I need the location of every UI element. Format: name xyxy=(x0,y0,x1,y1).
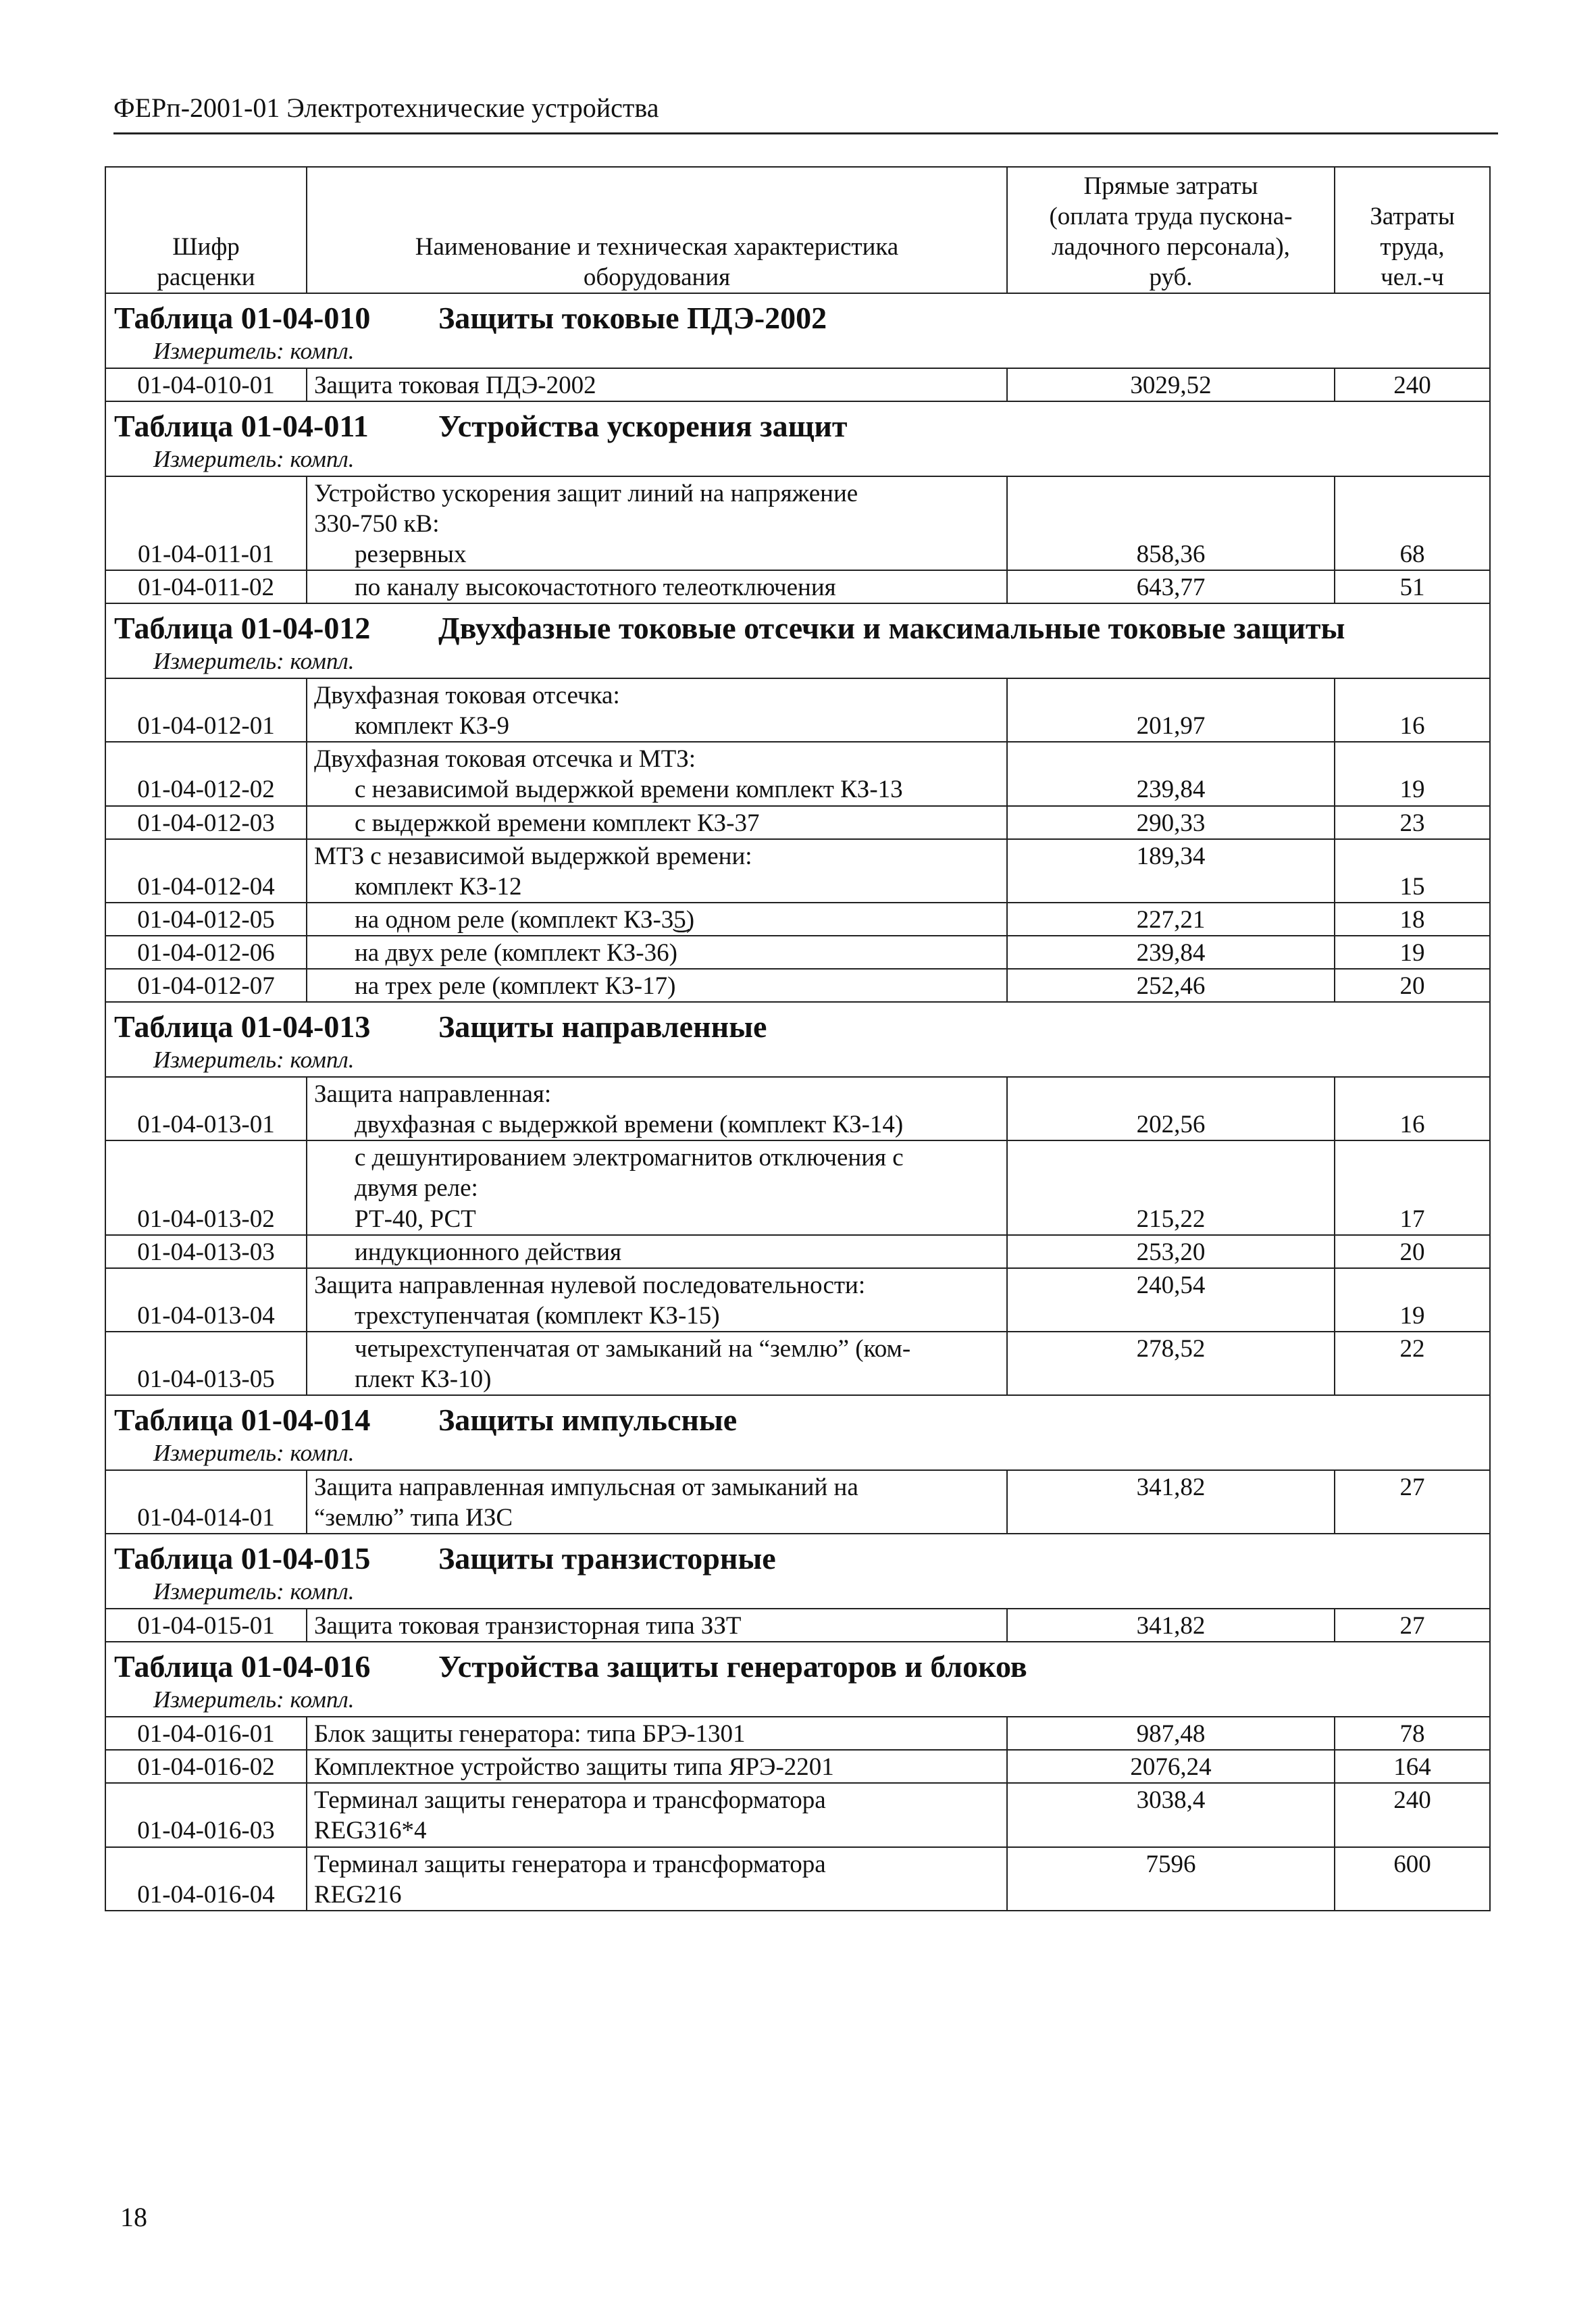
equipment-description xyxy=(307,1235,1007,1268)
rate-code: 01-04-012-04 xyxy=(105,839,307,903)
description-line: Двухфазная токовая отсечка и МТЗ: xyxy=(314,745,696,774)
section-title xyxy=(105,401,1490,445)
section-number: Таблица 01-04-014 xyxy=(114,1403,371,1438)
description-line: МТЗ с независимой выдержкой времени: xyxy=(314,842,752,870)
labor-cost: 27 xyxy=(1335,1609,1490,1642)
meter-row xyxy=(105,337,1490,368)
running-header: ФЕРп-2001-01 Электротехнические устройства xyxy=(113,93,659,123)
equipment-description xyxy=(307,1268,1007,1332)
header-text-line: оборудования xyxy=(583,263,731,291)
labor-cost: 17 xyxy=(1335,1140,1490,1234)
table-row xyxy=(105,1332,1490,1395)
meter-row xyxy=(105,647,1490,678)
section-title xyxy=(105,1395,1490,1439)
description-line: Защита направленная: xyxy=(314,1080,552,1109)
equipment-description xyxy=(307,969,1007,1002)
direct-cost: 3038,4 xyxy=(1007,1783,1335,1846)
rate-code: 01-04-016-04 xyxy=(105,1847,307,1911)
direct-cost: 2076,24 xyxy=(1007,1750,1335,1783)
table-row xyxy=(105,1717,1490,1750)
table-row xyxy=(105,1783,1490,1846)
labor-cost: 15 xyxy=(1335,839,1490,903)
equipment-description xyxy=(307,903,1007,936)
equipment-description xyxy=(307,742,1007,805)
description-line: Блок защиты генератора: типа БРЭ-1301 xyxy=(314,1720,746,1749)
labor-cost: 16 xyxy=(1335,1077,1490,1140)
section-name: Защиты токовые ПДЭ-2002 xyxy=(438,301,827,335)
section-name: Двухфазные токовые отсечки и максимальные токовые защиты xyxy=(438,611,1345,646)
labor-cost: 600 xyxy=(1335,1847,1490,1911)
table-row xyxy=(105,969,1490,1002)
equipment-description xyxy=(307,1750,1007,1783)
description-subitem: с выдержкой времени комплект КЗ-37 xyxy=(355,809,760,837)
page-number: 18 xyxy=(120,2202,147,2232)
description-subitem: с независимой выдержкой времени комплект КЗ-13 xyxy=(355,776,903,804)
table-row xyxy=(105,1609,1490,1642)
table-row xyxy=(105,1140,1490,1234)
description-line: 330-750 кВ: xyxy=(314,509,440,538)
labor-cost: 240 xyxy=(1335,1783,1490,1846)
section-number: Таблица 01-04-010 xyxy=(114,301,371,335)
col-header-code xyxy=(105,167,307,293)
description-line: “землю” типа ИЗС xyxy=(314,1504,513,1532)
equipment-description xyxy=(307,1140,1007,1234)
description-subitem: индукционного действия xyxy=(355,1238,622,1266)
section-name: Защиты направленные xyxy=(438,1009,767,1045)
direct-cost: 253,20 xyxy=(1007,1235,1335,1268)
column-header-row xyxy=(105,167,1490,293)
table-row xyxy=(105,1470,1490,1534)
table-row xyxy=(105,936,1490,969)
equipment-description xyxy=(307,806,1007,839)
description-subitem: на двух реле (комплект КЗ-36) xyxy=(355,939,677,967)
rate-code: 01-04-015-01 xyxy=(105,1609,307,1642)
direct-cost: 189,34 xyxy=(1007,839,1335,903)
labor-cost: 22 xyxy=(1335,1332,1490,1395)
description-subitem: с дешунтированием электромагнитов отключения с xyxy=(355,1144,904,1172)
description-line: Защита направленная нулевой последовательности: xyxy=(314,1271,866,1299)
rate-code: 01-04-013-01 xyxy=(105,1077,307,1140)
meter-label: Измеритель: компл. xyxy=(105,647,1490,678)
description-line: Защита направленная импульсная от замыканий на xyxy=(314,1474,858,1502)
equipment-description xyxy=(307,678,1007,742)
table-row xyxy=(105,1847,1490,1911)
description-subitem: двумя реле: xyxy=(355,1174,478,1203)
description-line: Защита токовая ПДЭ-2002 xyxy=(314,371,596,399)
direct-cost: 202,56 xyxy=(1007,1077,1335,1140)
section-number: Таблица 01-04-012 xyxy=(114,611,371,646)
table-row xyxy=(105,368,1490,401)
meter-label: Измеритель: компл. xyxy=(105,1686,1490,1717)
section-name: Устройства защиты генераторов и блоков xyxy=(438,1649,1027,1684)
equipment-description xyxy=(307,1470,1007,1534)
description-line: Комплектное устройство защиты типа ЯРЭ-2201 xyxy=(314,1753,834,1782)
description-line: Двухфазная токовая отсечка: xyxy=(314,682,620,710)
labor-cost: 240 xyxy=(1335,368,1490,401)
header-text-line: труда, xyxy=(1380,232,1445,261)
rate-code: 01-04-012-01 xyxy=(105,678,307,742)
rates-table xyxy=(105,166,1491,1911)
labor-cost: 20 xyxy=(1335,1235,1490,1268)
labor-cost: 19 xyxy=(1335,1268,1490,1332)
section-title-row xyxy=(105,1642,1490,1686)
table-row xyxy=(105,742,1490,805)
section-title xyxy=(105,1534,1490,1578)
description-line: Защита токовая транзисторная типа ЗЗТ xyxy=(314,1612,742,1640)
labor-cost: 19 xyxy=(1335,936,1490,969)
equipment-description xyxy=(307,839,1007,903)
rate-code: 01-04-012-05 xyxy=(105,903,307,936)
description-subitem: трехступенчатая (комплект КЗ-15) xyxy=(355,1301,720,1330)
direct-cost: 858,36 xyxy=(1007,476,1335,570)
rate-code: 01-04-013-04 xyxy=(105,1268,307,1332)
section-title xyxy=(105,603,1490,647)
description-subitem: двухфазная с выдержкой времени (комплект КЗ-14) xyxy=(355,1111,904,1139)
equipment-description xyxy=(307,1609,1007,1642)
header-text-line: Шифр xyxy=(172,232,240,261)
description-subitem: на трех реле (комплект КЗ-17) xyxy=(355,972,676,1001)
direct-cost: 215,22 xyxy=(1007,1140,1335,1234)
rate-code: 01-04-011-02 xyxy=(105,570,307,603)
equipment-description xyxy=(307,1717,1007,1750)
direct-cost: 290,33 xyxy=(1007,806,1335,839)
direct-cost: 227,21 xyxy=(1007,903,1335,936)
section-name: Защиты импульсные xyxy=(438,1403,738,1438)
rate-code: 01-04-013-02 xyxy=(105,1140,307,1234)
section-title xyxy=(105,1642,1490,1686)
table-row xyxy=(105,1235,1490,1268)
meter-label: Измеритель: компл. xyxy=(105,445,1490,476)
direct-cost: 240,54 xyxy=(1007,1268,1335,1332)
rate-code: 01-04-011-01 xyxy=(105,476,307,570)
direct-cost: 7596 xyxy=(1007,1847,1335,1911)
section-title xyxy=(105,1002,1490,1046)
labor-cost: 18 xyxy=(1335,903,1490,936)
description-line: Терминал защиты генератора и трансформатора xyxy=(314,1850,826,1878)
direct-cost: 239,84 xyxy=(1007,742,1335,805)
header-text-line: ладочного персонала), xyxy=(1052,232,1290,261)
table-row xyxy=(105,1750,1490,1783)
equipment-description xyxy=(307,1847,1007,1911)
description-line: REG316*4 xyxy=(314,1817,427,1845)
table-row xyxy=(105,839,1490,903)
equipment-description xyxy=(307,476,1007,570)
description-line: REG216 xyxy=(314,1880,402,1909)
table-row xyxy=(105,806,1490,839)
direct-cost: 278,52 xyxy=(1007,1332,1335,1395)
section-title-row xyxy=(105,1534,1490,1578)
table-row xyxy=(105,1268,1490,1332)
section-number: Таблица 01-04-013 xyxy=(114,1009,371,1045)
meter-label: Измеритель: компл. xyxy=(105,1578,1490,1609)
section-number: Таблица 01-04-016 xyxy=(114,1649,371,1684)
header-text-line: руб. xyxy=(1149,263,1193,291)
labor-cost: 51 xyxy=(1335,570,1490,603)
section-number: Таблица 01-04-011 xyxy=(114,408,369,443)
equipment-description xyxy=(307,936,1007,969)
meter-label: Измеритель: компл. xyxy=(105,1439,1490,1470)
labor-cost: 27 xyxy=(1335,1470,1490,1534)
direct-cost: 341,82 xyxy=(1007,1609,1335,1642)
section-title-row xyxy=(105,401,1490,445)
meter-label: Измеритель: компл. xyxy=(105,1046,1490,1077)
equipment-description xyxy=(307,368,1007,401)
description-subitem: комплект КЗ-9 xyxy=(355,712,509,740)
description-subitem: РТ-40, РСТ xyxy=(355,1205,476,1233)
section-title xyxy=(105,293,1490,337)
header-text-line: (оплата труда пускона- xyxy=(1049,202,1293,230)
labor-cost: 23 xyxy=(1335,806,1490,839)
direct-cost: 643,77 xyxy=(1007,570,1335,603)
direct-cost: 341,82 xyxy=(1007,1470,1335,1534)
section-name: Защиты транзисторные xyxy=(438,1541,776,1576)
section-title-row xyxy=(105,293,1490,337)
rate-code: 01-04-012-02 xyxy=(105,742,307,805)
meter-row xyxy=(105,1578,1490,1609)
col-header-cost xyxy=(1007,167,1335,293)
section-title-row xyxy=(105,1395,1490,1439)
description-subitem: резервных xyxy=(355,540,467,568)
rate-code: 01-04-016-03 xyxy=(105,1783,307,1846)
table-row xyxy=(105,903,1490,936)
rate-code: 01-04-013-03 xyxy=(105,1235,307,1268)
labor-cost: 78 xyxy=(1335,1717,1490,1750)
header-text-line: Прямые затраты xyxy=(1083,172,1258,200)
labor-cost: 16 xyxy=(1335,678,1490,742)
table-row xyxy=(105,476,1490,570)
section-title-row xyxy=(105,603,1490,647)
header-text-line: расценки xyxy=(157,263,255,291)
rate-code: 01-04-012-07 xyxy=(105,969,307,1002)
table-row xyxy=(105,570,1490,603)
section-number: Таблица 01-04-015 xyxy=(114,1541,371,1576)
direct-cost: 252,46 xyxy=(1007,969,1335,1002)
description-line: Устройство ускорения защит линий на напряжение xyxy=(314,479,858,507)
equipment-description xyxy=(307,1783,1007,1846)
meter-row xyxy=(105,1046,1490,1077)
col-header-name xyxy=(307,167,1007,293)
description-subitem: четырехступенчатая от замыканий на “землю” (ком- xyxy=(355,1335,911,1363)
table-row xyxy=(105,678,1490,742)
rate-code: 01-04-012-06 xyxy=(105,936,307,969)
description-line: Терминал защиты генератора и трансформатора xyxy=(314,1786,826,1815)
direct-cost: 987,48 xyxy=(1007,1717,1335,1750)
header-text-line: Затраты xyxy=(1370,202,1455,230)
equipment-description xyxy=(307,1077,1007,1140)
equipment-description xyxy=(307,1332,1007,1395)
meter-label: Измеритель: компл. xyxy=(105,337,1490,368)
direct-cost: 3029,52 xyxy=(1007,368,1335,401)
description-subitem: плект КЗ-10) xyxy=(355,1365,492,1394)
rate-code: 01-04-010-01 xyxy=(105,368,307,401)
col-header-labor xyxy=(1335,167,1490,293)
rate-code: 01-04-013-05 xyxy=(105,1332,307,1395)
direct-cost: 239,84 xyxy=(1007,936,1335,969)
section-name: Устройства ускорения защит xyxy=(438,408,848,443)
description-subitem: по каналу высокочастотного телеотключения xyxy=(355,574,836,602)
table-row xyxy=(105,1077,1490,1140)
labor-cost: 19 xyxy=(1335,742,1490,805)
header-text-line: Наименование и техническая характеристика xyxy=(415,232,899,261)
labor-cost: 164 xyxy=(1335,1750,1490,1783)
header-divider xyxy=(113,132,1498,134)
equipment-description xyxy=(307,570,1007,603)
header-text-line: чел.-ч xyxy=(1381,263,1444,291)
meter-row xyxy=(105,1686,1490,1717)
labor-cost: 20 xyxy=(1335,969,1490,1002)
rate-code: 01-04-016-02 xyxy=(105,1750,307,1783)
labor-cost: 68 xyxy=(1335,476,1490,570)
meter-row xyxy=(105,1439,1490,1470)
rate-code: 01-04-016-01 xyxy=(105,1717,307,1750)
section-title-row xyxy=(105,1002,1490,1046)
direct-cost: 201,97 xyxy=(1007,678,1335,742)
description-subitem: на одном реле (комплект КЗ-3͜͜5) xyxy=(355,905,695,934)
rate-code: 01-04-012-03 xyxy=(105,806,307,839)
meter-row xyxy=(105,445,1490,476)
rate-code: 01-04-014-01 xyxy=(105,1470,307,1534)
description-subitem: комплект КЗ-12 xyxy=(355,872,522,901)
